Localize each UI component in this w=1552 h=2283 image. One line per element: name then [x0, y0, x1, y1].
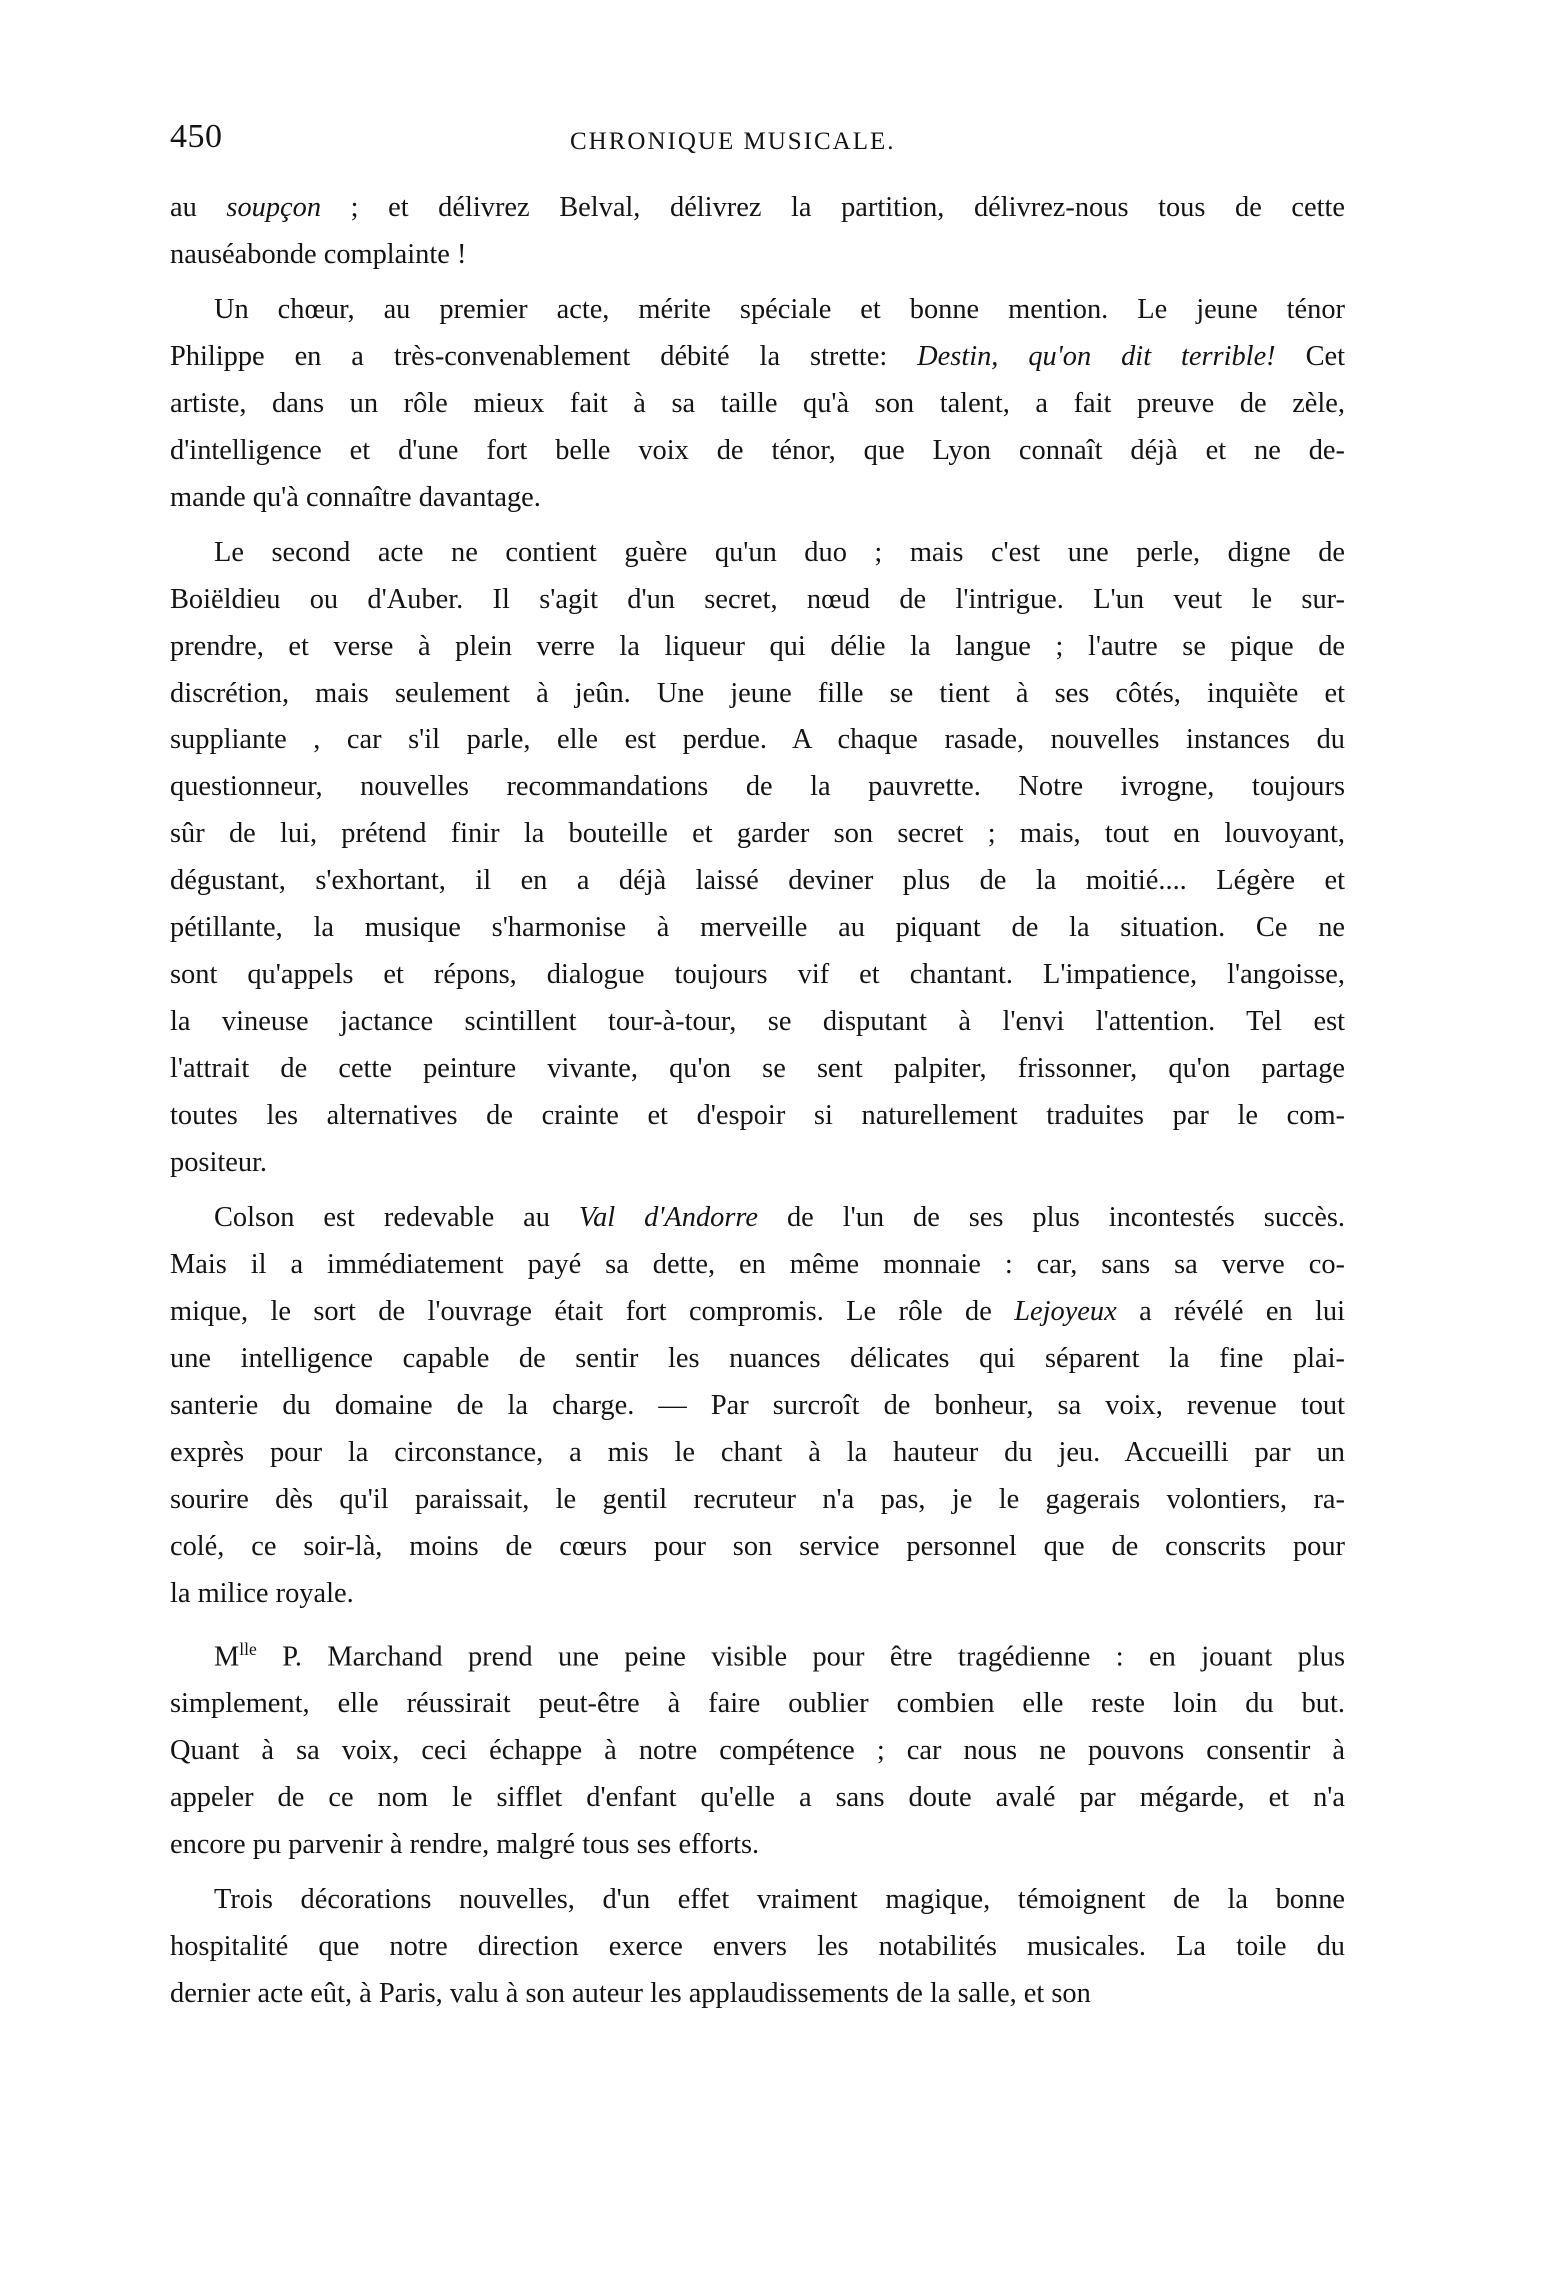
text-line: dernier acte eût, à Paris, valu à son auteur les applaudissements de la salle, et son	[170, 1977, 1091, 2009]
text-line: sont qu'appels et répons, dialogue toujours vif et chantant. L'impatience, l'angoisse,	[170, 959, 1345, 991]
text-line: au soupçon ; et délivrez Belval, délivrez la partition, délivrez-nous tous de cette	[170, 192, 1345, 223]
paragraph	[170, 287, 1345, 522]
text-line: la vineuse jactance scintillent tour-à-tour, se disputant à l'envi l'attention. Tel est	[170, 1006, 1345, 1038]
text-line: questionneur, nouvelles recommandations de la pauvrette. Notre ivrogne, toujours	[170, 771, 1345, 803]
text-line: colé, ce soir-là, moins de cœurs pour son service personnel que de conscrits pour	[170, 1530, 1345, 1562]
text-line: Un chœur, au premier acte, mérite spéciale et bonne mention. Le jeune ténor	[214, 293, 1345, 325]
text-line: Boiëldieu ou d'Auber. Il s'agit d'un secret, nœud de l'intrigue. L'un veut le sur-	[170, 583, 1345, 615]
text-line: l'attrait de cette peinture vivante, qu'on se sent palpiter, frissonner, qu'on partage	[170, 1053, 1345, 1085]
page-number: 450	[170, 118, 223, 155]
body-text	[170, 185, 1345, 2026]
text-line: pétillante, la musique s'harmonise à merveille au piquant de la situation. Ce ne	[170, 912, 1345, 944]
text-line: encore pu parvenir à rendre, malgré tous ses efforts.	[170, 1828, 760, 1860]
text-line: Trois décorations nouvelles, d'un effet vraiment magique, témoignent de la bonne	[214, 1883, 1345, 1915]
text-line: simplement, elle réussirait peut-être à faire oublier combien elle reste loin du but.	[170, 1688, 1345, 1720]
text-line: hospitalité que notre direction exerce envers les notabilités musicales. La toile du	[170, 1930, 1345, 1962]
text-line: d'intelligence et d'une fort belle voix de ténor, que Lyon connaît déjà et ne de-	[170, 434, 1345, 466]
text-line: suppliante , car s'il parle, elle est perdue. A chaque rasade, nouvelles instances du	[170, 724, 1345, 756]
paragraph	[170, 185, 1345, 279]
italic-title: Lejoyeux	[1014, 1295, 1117, 1327]
paragraph	[170, 530, 1345, 1187]
page-header	[170, 118, 1345, 178]
italic-title: Val d'Andorre	[578, 1202, 758, 1234]
text-line: mique, le sort de l'ouvrage était fort compromis. Le rôle de Lejoyeux a révélé en lui	[170, 1295, 1345, 1327]
italic-title: Destin, qu'on dit terrible!	[917, 340, 1276, 372]
text-line: la milice royale.	[170, 1577, 354, 1609]
text-line: dégustant, s'exhortant, il en a déjà laissé deviner plus de la moitié.... Légère et	[170, 865, 1345, 897]
text-line: sûr de lui, prétend finir la bouteille et garder son secret ; mais, tout en louvoyant,	[170, 818, 1345, 850]
text-line: $M^{lle}$ P. Marchand prend une peine visible pour être tragédienne : en jouant plus	[214, 1638, 1345, 1673]
text-line: Le second acte ne contient guère qu'un duo ; mais c'est une perle, digne de	[214, 536, 1345, 568]
text-line: prendre, et verse à plein verre la liqueur qui délie la langue ; l'autre se pique de	[170, 630, 1345, 662]
text-line: Colson est redevable au Val d'Andorre de l'un de ses plus incontestés succès.	[214, 1202, 1345, 1234]
superscript: lle	[239, 1638, 257, 1659]
text-line: une intelligence capable de sentir les nuances délicates qui séparent la fine plai-	[170, 1342, 1345, 1374]
text-line: Quant à sa voix, ceci échappe à notre compétence ; car nous ne pouvons consentir à	[170, 1734, 1345, 1766]
text-line: santerie du domaine de la charge. — Par surcroît de bonheur, sa voix, revenue tout	[170, 1389, 1345, 1421]
text-line: nauséabonde complainte !	[170, 238, 467, 270]
paragraph	[170, 1877, 1345, 2018]
text-line: artiste, dans un rôle mieux fait à sa taille qu'à son talent, a fait preuve de zèle,	[170, 387, 1345, 419]
running-head: CHRONIQUE MUSICALE.	[570, 128, 896, 155]
text-line: Mais il a immédiatement payé sa dette, en même monnaie : car, sans sa verve co-	[170, 1248, 1345, 1280]
text-line: sourire dès qu'il paraissait, le gentil recruteur n'a pas, je le gagerais volontiers, ra-	[170, 1483, 1345, 1515]
text-line: mande qu'à connaître davantage.	[170, 481, 541, 513]
text-line: discrétion, mais seulement à jeûn. Une jeune fille se tient à ses côtés, inquiète et	[170, 677, 1345, 709]
text-line: toutes les alternatives de crainte et d'espoir si naturellement traduites par le com-	[170, 1100, 1345, 1132]
text-line: appeler de ce nom le sifflet d'enfant qu'elle a sans doute avalé par mégarde, et n'a	[170, 1781, 1345, 1813]
text-line: exprès pour la circonstance, a mis le chant à la hauteur du jeu. Accueilli par un	[170, 1436, 1345, 1468]
italic-title: soupçon	[226, 192, 322, 223]
paragraph	[170, 1195, 1345, 1618]
paragraph	[170, 1626, 1345, 1869]
text-line: positeur.	[170, 1147, 267, 1179]
text-line: Philippe en a très-convenablement débité la strette: Destin, qu'on dit terrible! Cet	[170, 340, 1345, 372]
